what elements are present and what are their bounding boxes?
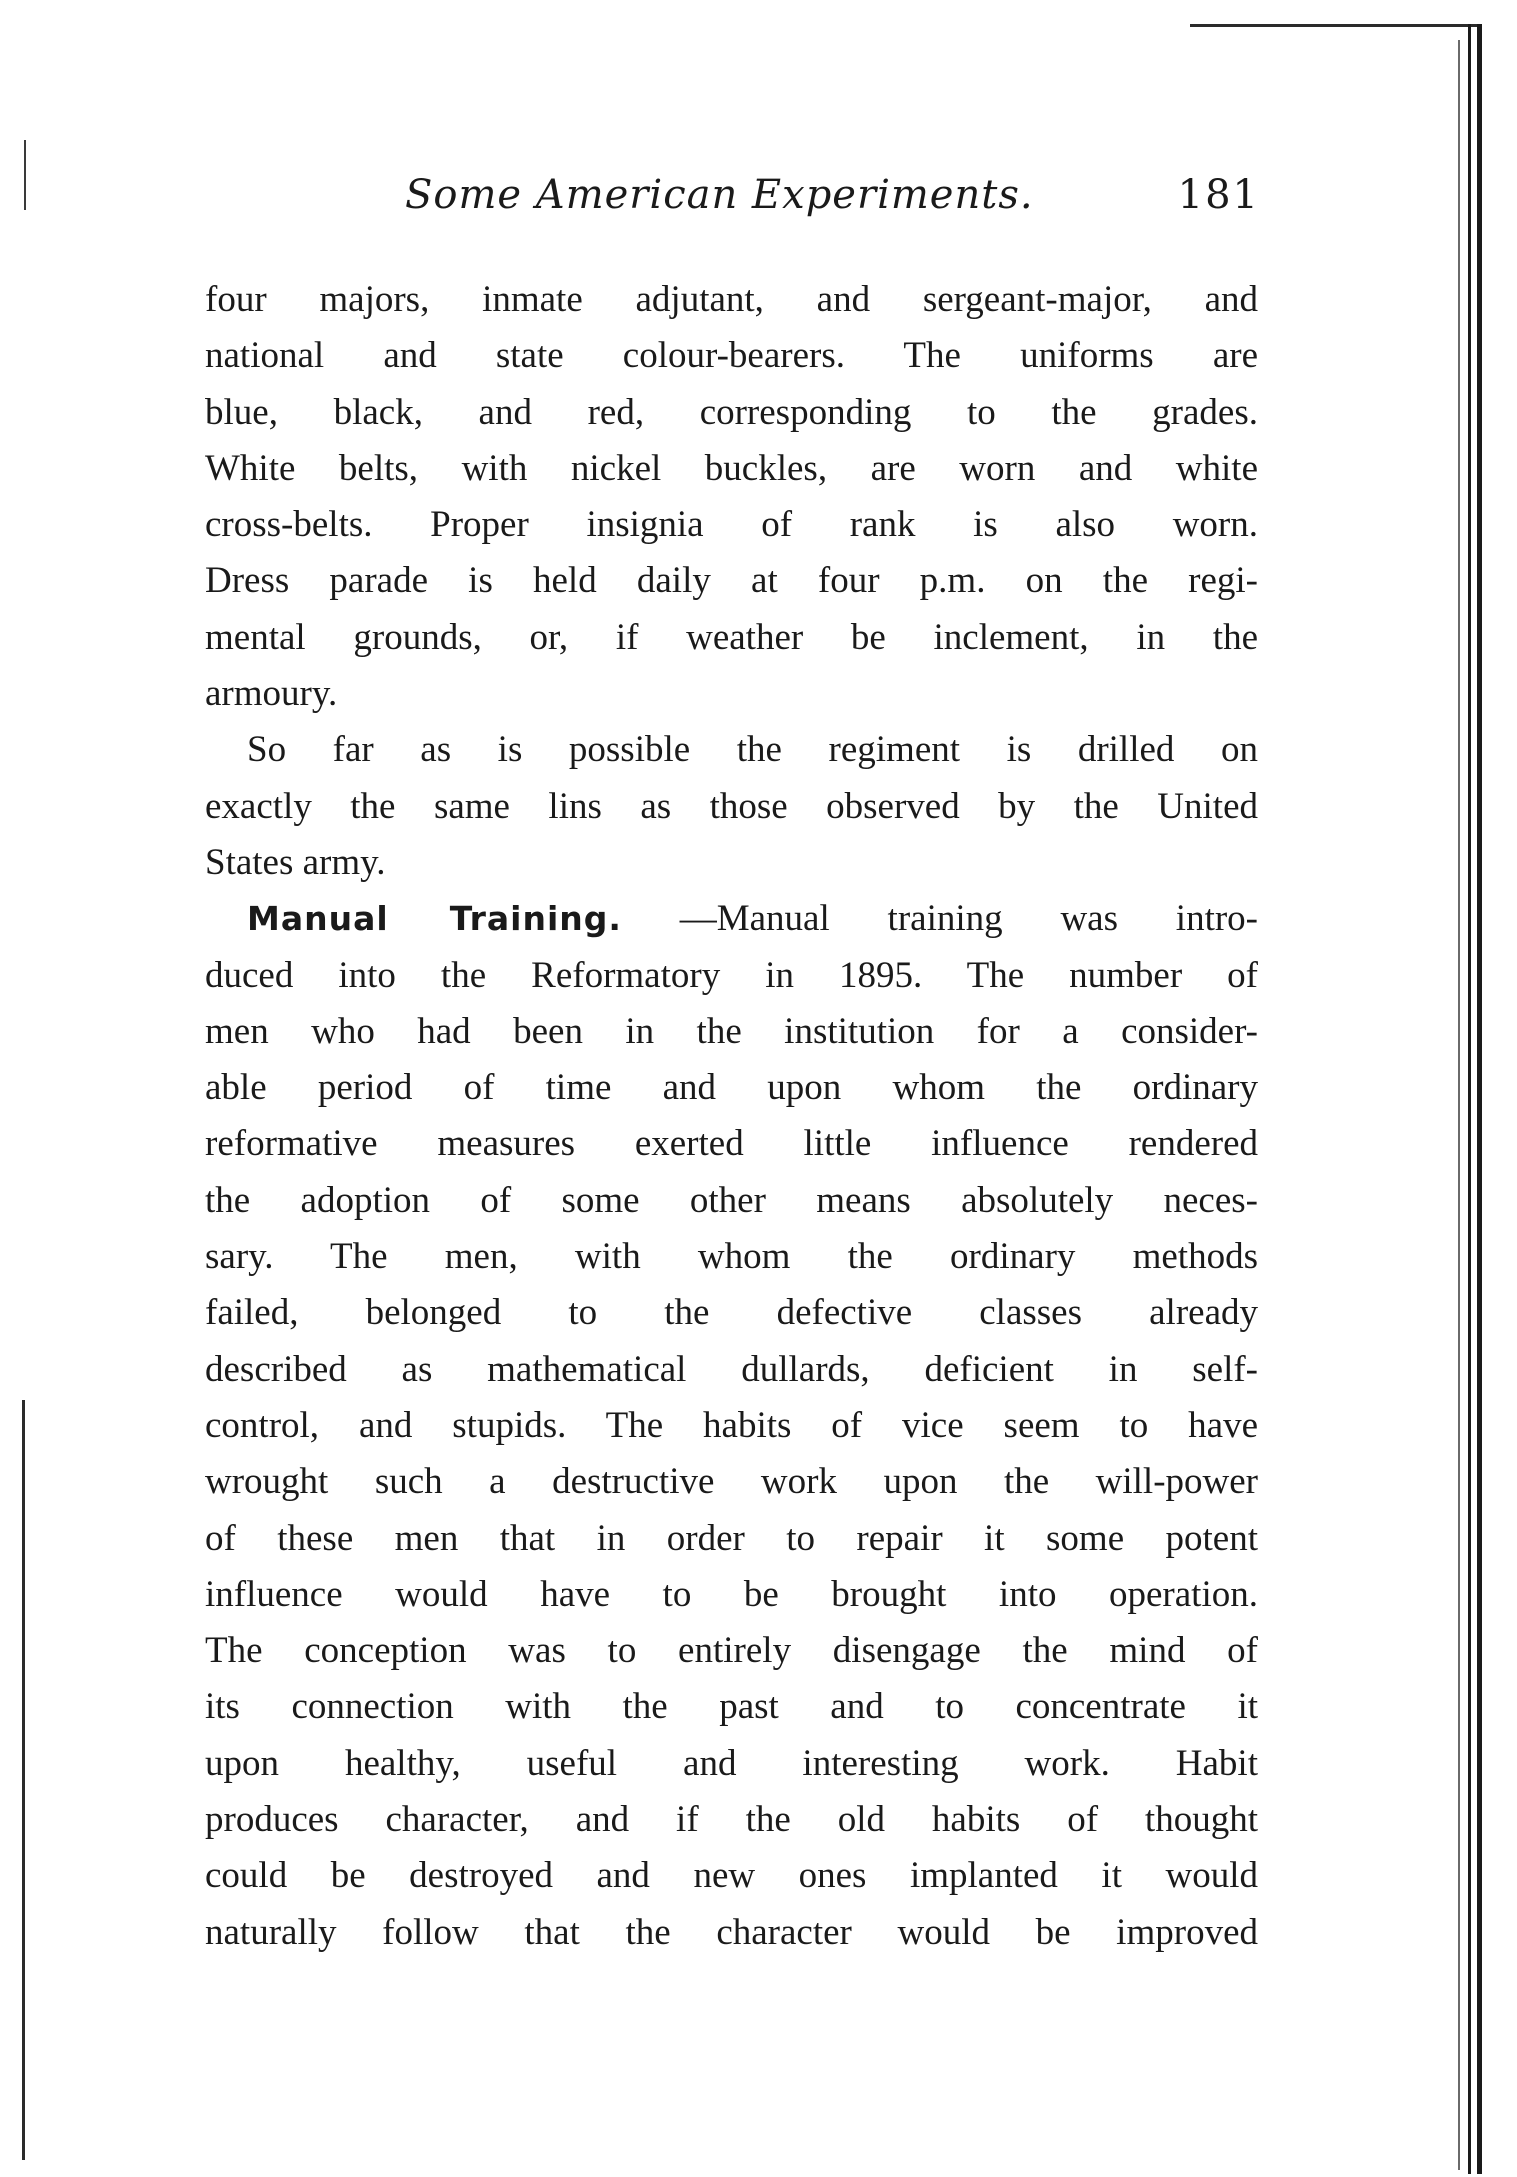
text-line: national and state colour-bearers. The uniforms are [205, 335, 1258, 377]
text-line: exactly the same lins as those observed by the United [205, 785, 1258, 827]
text-line: able period of time and upon whom the ordinary [205, 1067, 1258, 1109]
text-line: failed, belonged to the defective classes already [205, 1292, 1258, 1334]
text-line: cross-belts. Proper insignia of rank is also worn. [205, 504, 1258, 546]
text-line: duced into the Reformatory in 1895. The number of [205, 954, 1258, 996]
text-line: influence would have to be brought into operation. [205, 1573, 1258, 1615]
text-line: reformative measures exerted little influence rendered [205, 1123, 1258, 1165]
text-line: Dress parade is held daily at four p.m. on the regi- [205, 560, 1258, 602]
text-line: armoury. [205, 673, 338, 715]
scan-edge-top [1190, 24, 1480, 27]
text-line: White belts, with nickel buckles, are worn and white [205, 447, 1258, 489]
running-title: Some American Experiments. [405, 172, 1034, 218]
text-line: States army. [205, 841, 386, 883]
text-line: mental grounds, or, if weather be inclement, in the [205, 616, 1258, 658]
running-head [205, 172, 1260, 232]
scan-edge-right [1468, 24, 1482, 2174]
text-line: four majors, inmate adjutant, and sergeant-major, and [205, 279, 1258, 320]
text-line: of these men that in order to repair it some potent [205, 1517, 1258, 1559]
scan-edge-left [22, 1400, 25, 2160]
body-text [205, 272, 1258, 1961]
text-line: wrought such a destructive work upon the will-power [205, 1461, 1258, 1503]
scan-edge-left-top [24, 140, 26, 210]
page-number: 181 [1177, 172, 1260, 218]
text-line: the adoption of some other means absolutely neces- [205, 1179, 1258, 1221]
text-line: blue, black, and red, corresponding to the grades. [205, 391, 1258, 433]
text-line: naturally follow that the character would be improved [205, 1911, 1258, 1953]
text-line: So far as is possible the regiment is drilled on [247, 729, 1258, 771]
text-line: could be destroyed and new ones implanted it would [205, 1855, 1258, 1897]
text-line: produces character, and if the old habits of thought [205, 1799, 1258, 1841]
section-heading: Manual Training. [247, 899, 622, 939]
section-first-line-rest: —Manual training was intro- [621, 898, 1258, 940]
section-first-line [205, 891, 1258, 947]
scan-edge-right-inner [1458, 40, 1460, 2170]
text-line: The conception was to entirely disengage the mind of [205, 1630, 1258, 1672]
text-line: its connection with the past and to concentrate it [205, 1686, 1258, 1728]
text-line: described as mathematical dullards, deficient in self- [205, 1348, 1258, 1390]
text-line: sary. The men, with whom the ordinary methods [205, 1236, 1258, 1278]
text-line: upon healthy, useful and interesting work. Habit [205, 1742, 1258, 1784]
text-line: men who had been in the institution for a consider- [205, 1010, 1258, 1052]
text-line: control, and stupids. The habits of vice seem to have [205, 1404, 1258, 1446]
